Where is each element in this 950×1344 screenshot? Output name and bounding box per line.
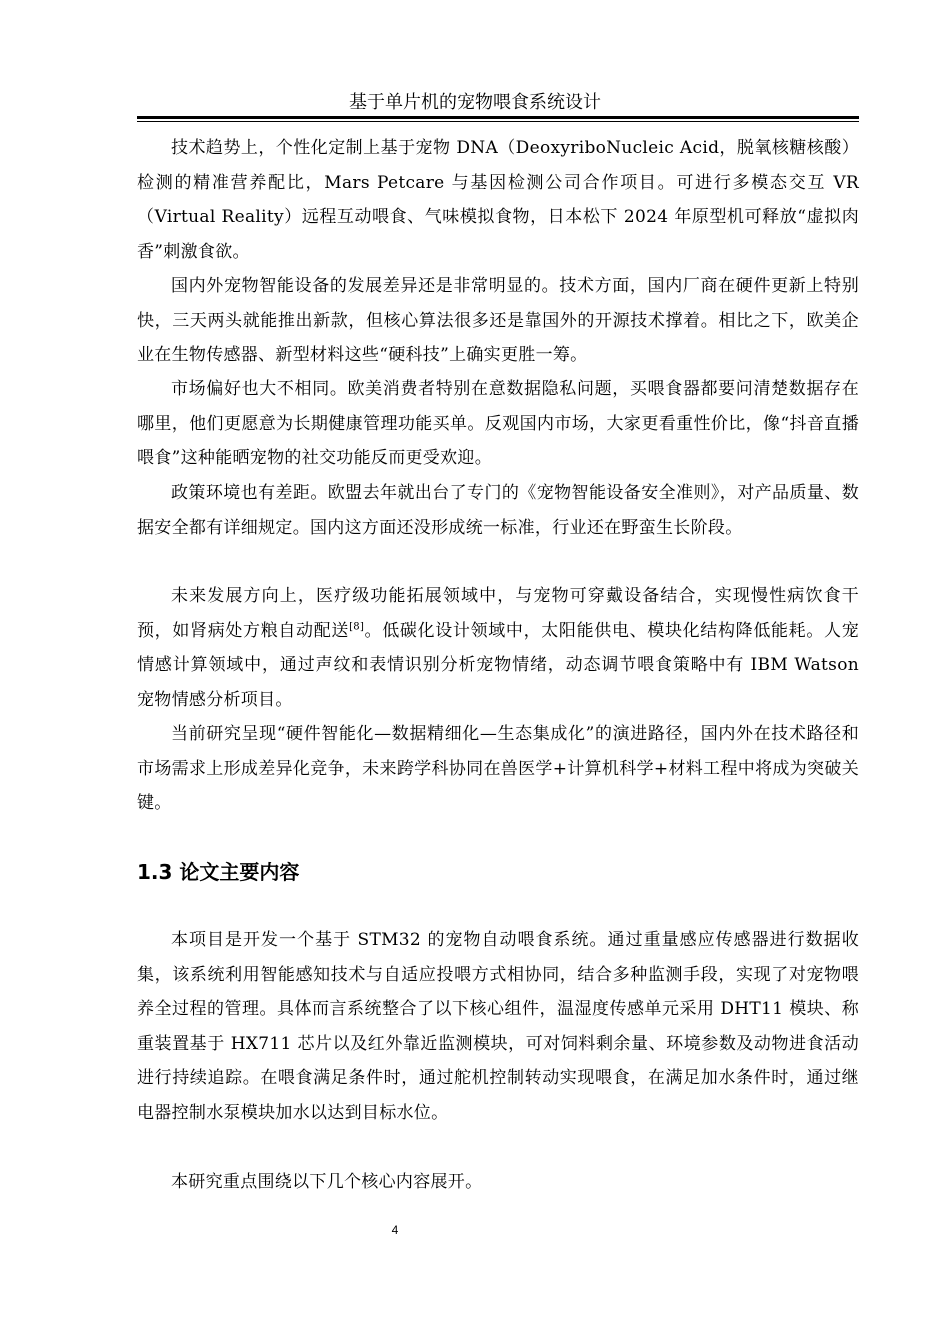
- paragraph-policy-environment: 政策环境也有差距。欧盟去年就出台了专门的《宠物智能设备安全准则》，对产品质量、数据安全都有详细规定。国内这方面还没形成统一标准，行业还在野蛮生长阶段。: [137, 483, 859, 538]
- paragraph-tech-trends: 技术趋势上，个性化定制上基于宠物 DNA（DeoxyriboNucleic Acid，脱氧核糖核酸）检测的精准营养配比，Mars Petcare 与基因检测公司合作项目。可进行多模态交互 VR（Virtual Reality）远程互动喂食、气味模拟食物，日本松下 2024 年原型机可释放“虚拟肉香”刺激食欲。: [137, 138, 859, 262]
- paragraph-market-preference: 市场偏好也大不相同。欧美消费者特别在意数据隐私问题，买喂食器都要问清楚数据存在哪里，他们更愿意为长期健康管理功能买单。反观国内市场，大家更看重性价比，像“抖音直播喂食”这种能晒宠物的社交功能反而更受欢迎。: [137, 379, 859, 468]
- header-rule-thick: [137, 116, 859, 119]
- paragraph-research-summary: 当前研究呈现“硬件智能化—数据精细化—生态集成化”的演进路径，国内外在技术路径和市场需求上形成差异化竞争，未来跨学科协同在兽医学+计算机科学+材料工程中将成为突破关键。: [137, 724, 859, 813]
- paragraph-core-content-intro: 本研究重点围绕以下几个核心内容展开。: [171, 1172, 483, 1192]
- page-number: 4: [391, 1223, 399, 1237]
- paragraph-domestic-foreign-difference: 国内外宠物智能设备的发展差异还是非常明显的。技术方面，国内厂商在硬件更新上特别快，三天两头就能推出新款，但核心算法很多还是靠国外的开源技术撑着。相比之下，欧美企业在生物传感器、新型材料这些“硬科技”上确实更胜一筹。: [137, 276, 859, 365]
- future-direction-text-a: 未来发展方向上，医疗级功能拓展领域中，与宠物可穿戴设备结合，实现慢性病饮食干预，如肾病处方粮自动配送: [137, 586, 859, 641]
- paragraph-future-direction: [137, 579, 859, 717]
- running-header-title: 基于单片机的宠物喂食系统设计: [349, 92, 601, 113]
- citation-ref: [8]: [349, 620, 365, 632]
- section-heading: 1.3 论文主要内容: [137, 860, 300, 884]
- future-direction-text-b: 。低碳化设计领域中，太阳能供电、模块化结构降低能耗。人宠情感计算领域中，通过声纹和表情识别分析宠物情绪，动态调节喂食策略中有 IBM Watson 宠物情感分析项目。: [137, 620, 859, 710]
- paragraph-project-overview: 本项目是开发一个基于 STM32 的宠物自动喂食系统。通过重量感应传感器进行数据收集，该系统利用智能感知技术与自适应投喂方式相协同，结合多种监测手段，实现了对宠物喂养全过程的管理。具体而言系统整合了以下核心组件，温湿度传感单元采用 DHT11 模块、称重装置基于 HX711 芯片以及红外靠近监测模块，可对饲料剩余量、环境参数及动物进食活动进行持续追踪。在喂食满足条件时，通过舵机控制转动实现喂食，在满足加水条件时，通过继电器控制水泵模块加水以达到目标水位。: [137, 930, 859, 1123]
- header-rule-thin: [137, 121, 859, 122]
